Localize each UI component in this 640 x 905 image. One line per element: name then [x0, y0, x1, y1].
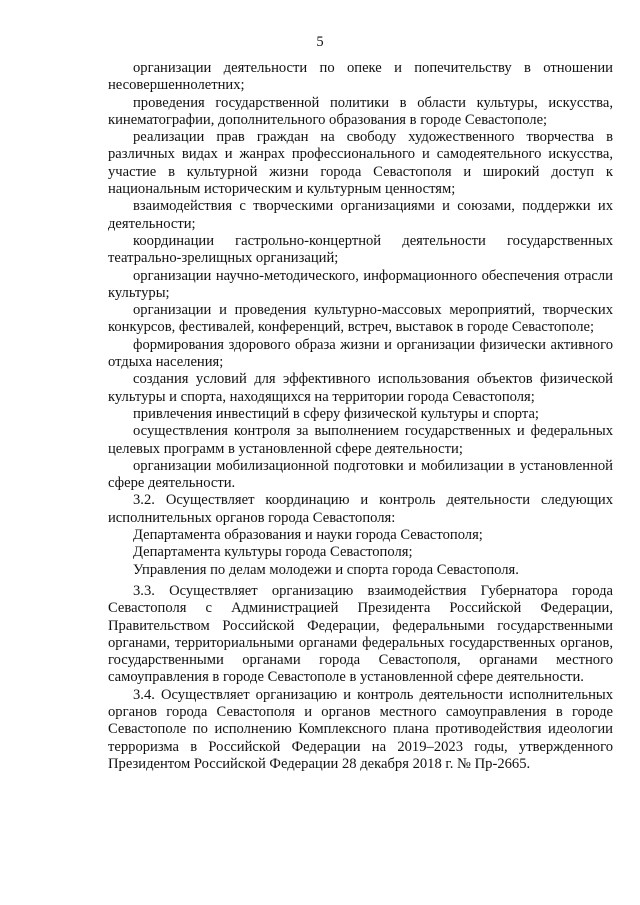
paragraph: проведения государственной политики в области культуры, искусства, кинематографии, дополнительного образования в городе Севастополе; [108, 94, 613, 128]
paragraph: организации научно-методического, информационного обеспечения отрасли культуры; [108, 267, 613, 301]
paragraph: Департамента образования и науки города Севастополя; [133, 527, 483, 544]
paragraph: создания условий для эффективного использования объектов физической культуры и спорта, находящихся на территории города Севастополя; [108, 371, 613, 405]
paragraph: реализации прав граждан на свободу художественного творчества в различных видах и жанрах профессионального и самодеятельного искусства, участие в культурной жизни города Севастополя и широкий доступ к национальным историческим и культурным ценностям; [108, 129, 613, 198]
page-number: 5 [316, 34, 324, 50]
document-body [108, 60, 613, 773]
paragraph: организации деятельности по опеке и попечительству в отношении несовершеннолетних; [108, 60, 613, 94]
paragraph: 3.3. Осуществляет организацию взаимодействия Губернатора города Севастополя с Администрацией Президента Российской Федерации, Правительством Российской Федерации, федеральными государственными органами, территориальными органами федеральных государственных органов, государственными органами города Севастополя, органами местного самоуправления в городе Севастополе в установленной сфере деятельности. [108, 582, 613, 686]
paragraph: координации гастрольно-концертной деятельности государственных театрально-зрелищных организаций; [108, 232, 613, 267]
paragraph: организации и проведения культурно-массовых мероприятий, творческих конкурсов, фестивалей, конференций, встреч, выставок в городе Севастополе; [108, 302, 613, 336]
paragraph: взаимодействия с творческими организациями и союзами, поддержки их деятельности; [108, 198, 613, 232]
paragraph: привлечения инвестиций в сферу физической культуры и спорта; [133, 405, 539, 422]
paragraph: организации мобилизационной подготовки и мобилизации в установленной сфере деятельности. [108, 457, 613, 492]
paragraph: Управления по делам молодежи и спорта города Севастополя. [133, 561, 519, 578]
paragraph: 3.2. Осуществляет координацию и контроль деятельности следующих исполнительных органов города Севастополя: [108, 492, 613, 526]
paragraph: формирования здорового образа жизни и организации физически активного отдыха населения; [108, 336, 613, 371]
paragraph: Департамента культуры города Севастополя; [133, 544, 413, 561]
paragraph: 3.4. Осуществляет организацию и контроль деятельности исполнительных органов города Севастополя и органов местного самоуправления в городе Севастополе по исполнению Комплексного плана противодействия идеологии терроризма в Российской Федерации на 2019–2023 годы, утвержденного Президентом Российской Федерации 28 декабря 2018 г. № Пр-2665. [108, 686, 613, 772]
paragraph: осуществления контроля за выполнением государственных и федеральных целевых программ в установленной сфере деятельности; [108, 423, 613, 457]
